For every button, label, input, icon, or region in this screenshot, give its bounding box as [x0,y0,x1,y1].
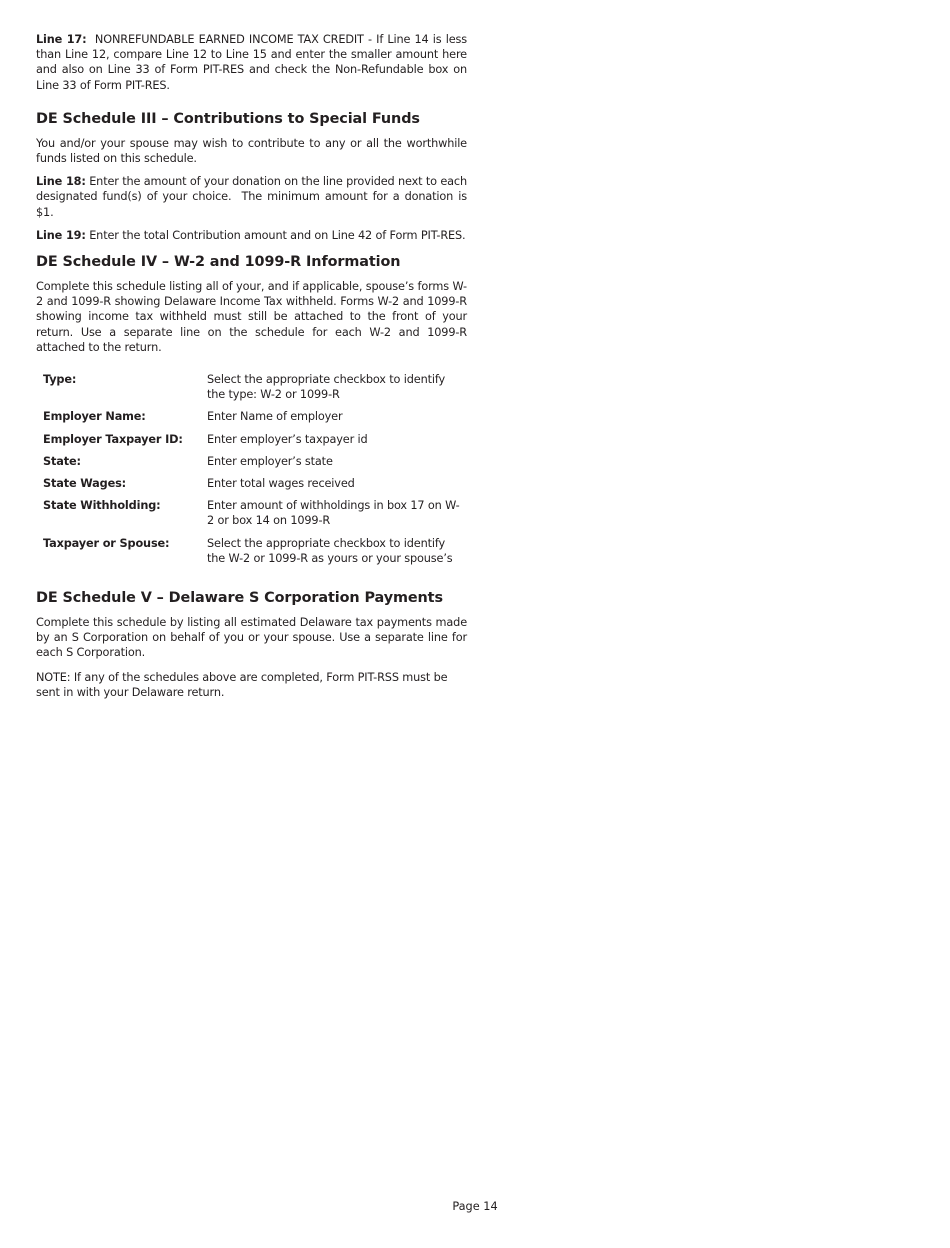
field-description: Select the appropriate checkbox to identify the type: W-2 or 1099-R [207,373,446,402]
schedule-iv-heading: DE Schedule IV – W-2 and 1099-R Information [36,254,401,271]
instructions-column [36,32,471,700]
schedule-iii-intro: You and/or your spouse may wish to contribute to any or all the worthwhile funds listed on this schedule. [36,136,467,166]
schedule-iii-heading: DE Schedule III – Contributions to Special Funds [36,110,420,127]
line-19-text: Enter the total Contribution amount and on Line 42 of Form PIT-RES. [85,228,466,242]
schedule-note: NOTE: If any of the schedules above are completed, Form PIT-RSS must be sent in with your Delaware return. [36,670,448,699]
field-description: Enter Name of employer [207,410,343,424]
field-description: Enter employer’s taxpayer id [207,432,368,446]
table-row [36,409,467,431]
field-description: Select the appropriate checkbox to identify the W-2 or 1099-R as yours or your spouse’s [207,536,453,565]
field-term: Taxpayer or Spouse: [43,536,170,550]
field-term: State Wages: [43,477,127,491]
line-18-label: Line 18: [36,175,86,189]
schedule-v-intro: Complete this schedule by listing all estimated Delaware tax payments made by an S Corporation on behalf of you or your spouse. Use a separate line for each S Corporation. [36,616,467,660]
table-row [36,454,467,476]
field-term: Employer Name: [43,410,146,424]
field-description: Enter total wages received [207,477,355,491]
field-term: State Withholding: [43,499,161,513]
line-18-text: Enter the amount of your donation on the line provided next to each designated fund(s) of your choice. The minimum amount for a donation is $1. [36,175,471,219]
line-18-paragraph [36,174,471,220]
table-row [36,372,467,409]
table-row [36,498,467,535]
field-description: Enter employer’s state [207,454,333,468]
line-19-paragraph [36,228,467,243]
table-row [36,536,467,573]
table-row [36,476,467,498]
field-description: Enter amount of withholdings in box 17 on W-2 or box 14 on 1099-R [207,499,460,528]
line-17-paragraph [36,32,471,93]
line-19-label: Line 19: [36,228,86,242]
field-term: State: [43,454,81,468]
line-17-text: NONREFUNDABLE EARNED INCOME TAX CREDIT - If Line 14 is less than Line 12, compare Line 12 to Line 15 and enter the smaller amount here and also on Line 33 of Form PIT-RES and check the Non-Refundable box on Line 33 of Form PIT-RES. [36,33,471,92]
schedule-iv-intro: Complete this schedule listing all of your, and if applicable, spouse’s forms W-2 and 1099-R showing Delaware Income Tax withheld. Forms W-2 and 1099-R showing income tax withheld must still be attached to the front of your return. Use a separate line on the schedule for each W-2 and 1099-R attached to the return. [36,280,467,354]
field-term: Type: [43,373,77,387]
table-row [36,432,467,454]
page-number: Page 14 [452,1200,498,1213]
w2-field-table [36,372,467,573]
field-term: Employer Taxpayer ID: [43,432,183,446]
schedule-v-heading: DE Schedule V – Delaware S Corporation Payments [36,590,443,607]
line-17-label: Line 17: [36,33,87,46]
